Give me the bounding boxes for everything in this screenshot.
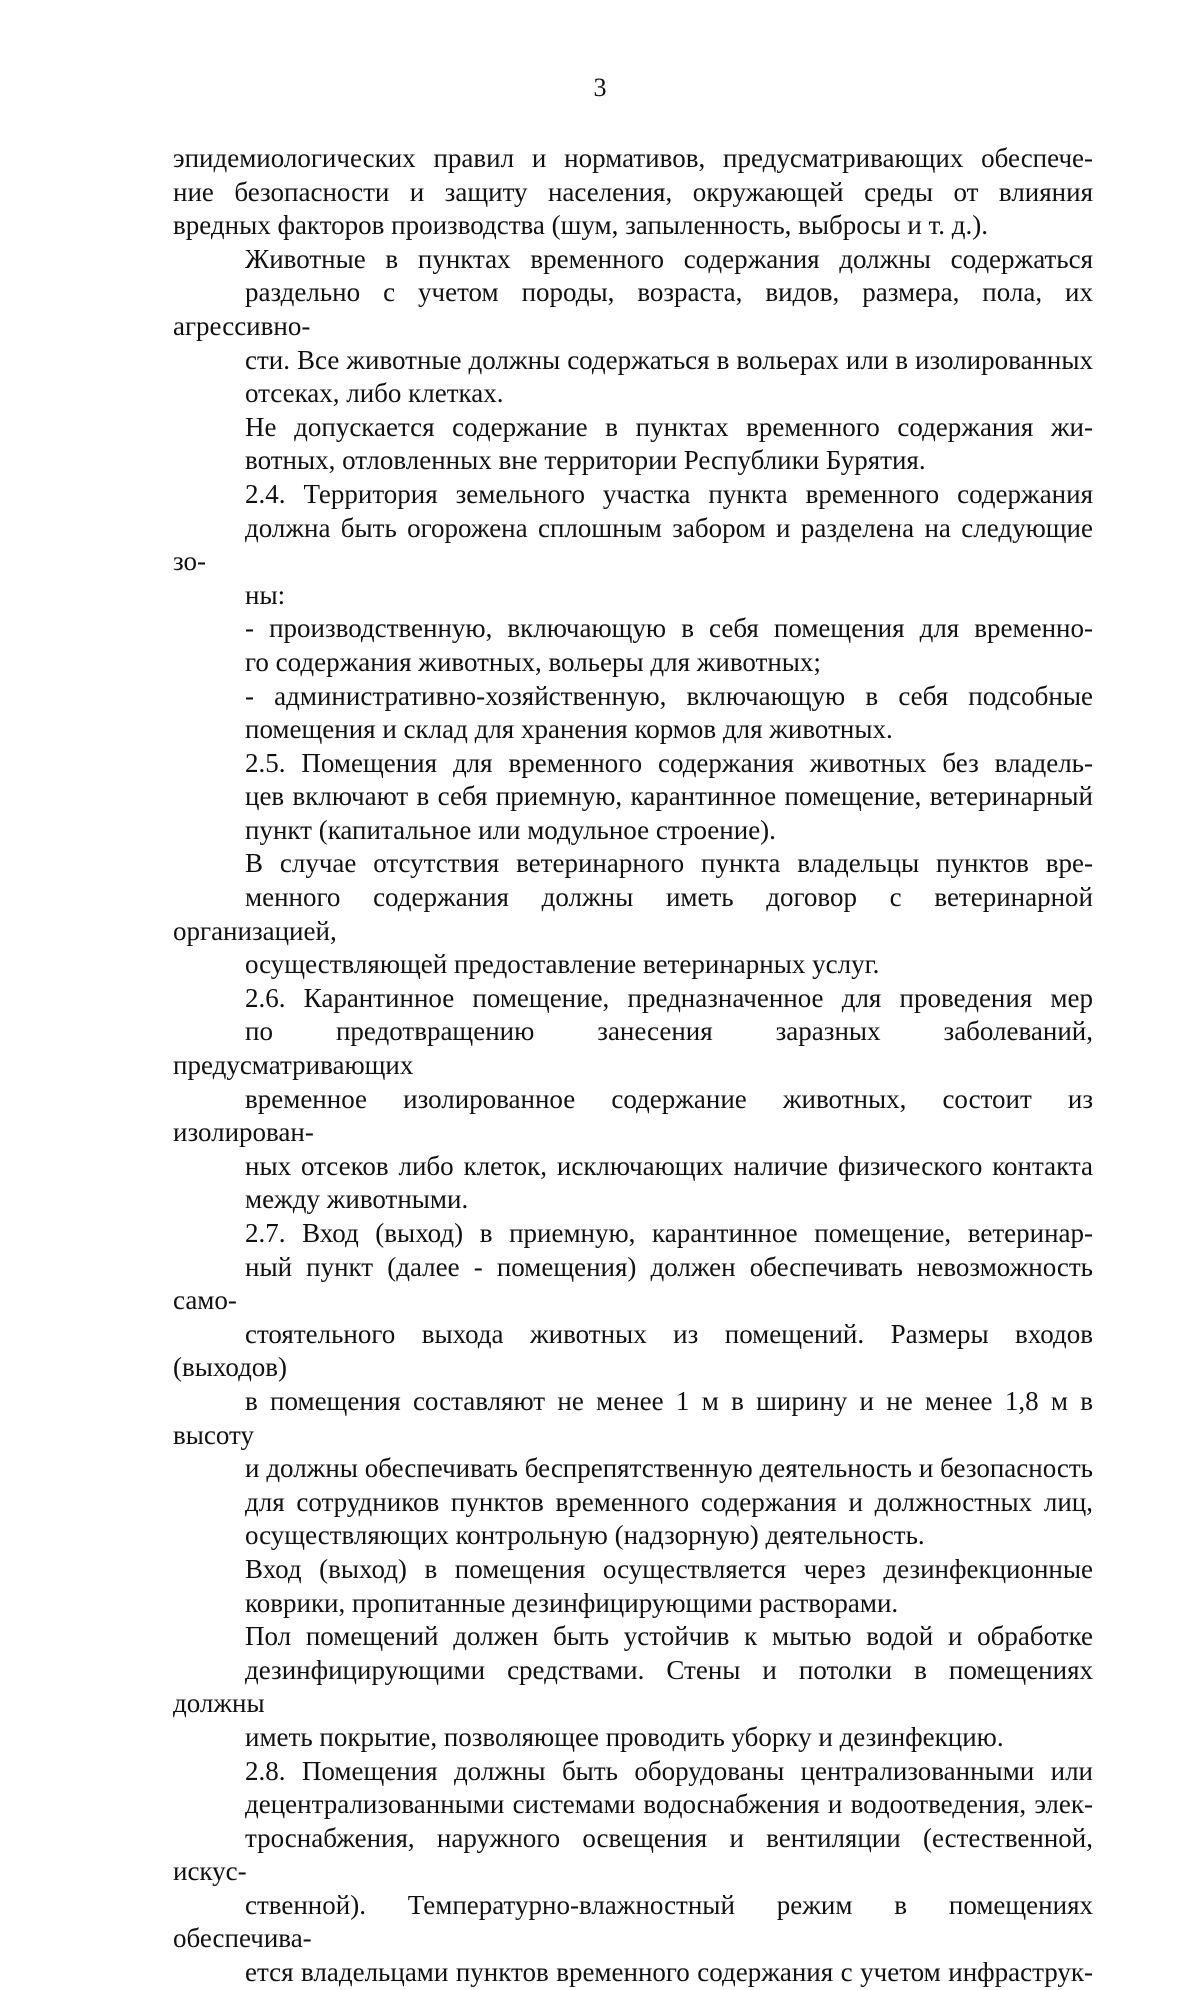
text-line: помещения и склад для хранения кормов для животных.	[245, 714, 893, 745]
text-line: для сотрудников пунктов временного содержания и должностных лиц,	[245, 1486, 1093, 1517]
text-line: между животными.	[245, 1184, 469, 1215]
text-line: иметь покрытие, позволяющее проводить уборку и дезинфекцию.	[245, 1721, 1004, 1752]
text-line: должна быть огорожена сплошным забором и разделена на следующие зо-	[173, 512, 1093, 577]
text-line: ных отсеков либо клеток, исключающих наличие физического контакта	[245, 1150, 1093, 1181]
text-line: вредных факторов производства (шум, запыленность, выбросы и т. д.).	[173, 210, 989, 241]
text-line: В случае отсутствия ветеринарного пункта владельцы пунктов вре-	[245, 848, 1093, 879]
text-line: - административно-хозяйственную, включающую в себя подсобные	[245, 680, 1093, 711]
text-line: раздельно с учетом породы, возраста, видов, размера, пола, их агрессивно-	[173, 277, 1093, 341]
text-line: вотных, отловленных вне территории Республики Бурятия.	[245, 445, 926, 476]
paragraph	[173, 612, 1093, 679]
paragraph	[173, 1217, 1093, 1553]
text-line: 2.5. Помещения для временного содержания животных без владель-	[245, 747, 1093, 778]
text-line: децентрализованными системами водоснабжения и водоотведения, элек-	[245, 1789, 1093, 1820]
paragraph	[173, 243, 1093, 411]
paragraph	[173, 1620, 1093, 1754]
text-line: Вход (выход) в помещения осуществляется через дезинфекционные	[245, 1553, 1093, 1584]
text-line: Пол помещений должен быть устойчив к мытью водой и обработке	[245, 1621, 1093, 1652]
text-line: Животные в пунктах временного содержания должны содержаться	[245, 243, 1093, 274]
text-line: ный пункт (далее - помещения) должен обеспечивать невозможность само-	[173, 1251, 1093, 1316]
paragraph	[173, 847, 1093, 981]
text-line: менного содержания должны иметь договор с ветеринарной организацией,	[173, 882, 1093, 946]
text-line: по предотвращению занесения заразных заболеваний, предусматривающих	[173, 1016, 1093, 1081]
paragraph	[173, 982, 1093, 1217]
paragraph	[173, 1755, 1093, 1990]
text-line: ется владельцами пунктов временного содержания с учетом инфраструк-	[245, 1957, 1093, 1988]
paragraph	[173, 747, 1093, 848]
document-body	[173, 142, 1093, 1990]
page-number: 3	[593, 73, 607, 102]
text-line: коврики, пропитанные дезинфицирующими растворами.	[245, 1587, 899, 1618]
text-line: и должны обеспечивать беспрепятственную деятельность и безопасность	[245, 1453, 1093, 1484]
text-line: в помещения составляют не менее 1 м в ширину и не менее 1,8 м в высоту	[173, 1385, 1093, 1450]
text-line: отсеках, либо клетках.	[245, 378, 504, 409]
text-line: 2.4. Территория земельного участка пункта временного содержания	[245, 478, 1093, 509]
paragraph	[173, 411, 1093, 478]
text-line: го содержания животных, вольеры для животных;	[245, 646, 821, 677]
paragraph	[173, 478, 1093, 612]
text-line: осуществляющей предоставление ветеринарных услуг.	[245, 949, 880, 980]
text-line: ственной). Температурно-влажностный режим в помещениях обеспечива-	[173, 1889, 1093, 1954]
text-line: 2.8. Помещения должны быть оборудованы централизованными или	[245, 1755, 1093, 1786]
text-line: стоятельного выхода животных из помещений. Размеры входов (выходов)	[173, 1318, 1093, 1383]
text-line: 2.7. Вход (выход) в приемную, карантинное помещение, ветеринар-	[245, 1218, 1093, 1248]
text-line: пункт (капитальное или модульное строение).	[245, 814, 776, 845]
text-line: 2.6. Карантинное помещение, предназначенное для проведения мер	[245, 982, 1093, 1013]
text-line: ние безопасности и защиту населения, окружающей среды от влияния	[173, 176, 1093, 207]
text-line: ны:	[245, 579, 286, 610]
text-line: временное изолированное содержание животных, состоит из изолирован-	[173, 1083, 1093, 1148]
text-line: троснабжения, наружного освещения и вентиляции (естественной, искус-	[173, 1822, 1093, 1887]
text-line: Не допускается содержание в пунктах временного содержания жи-	[245, 411, 1093, 442]
text-line: дезинфицирующими средствами. Стены и потолки в помещениях должны	[173, 1654, 1093, 1719]
text-line: сти. Все животные должны содержаться в вольерах или в изолированных	[245, 344, 1093, 375]
text-line: - производственную, включающую в себя помещения для временно-	[245, 613, 1093, 644]
paragraph	[173, 142, 1093, 243]
text-line: осуществляющих контрольную (надзорную) деятельность.	[245, 1520, 925, 1551]
paragraph	[173, 1553, 1093, 1620]
text-line: цев включают в себя приемную, карантинное помещение, ветеринарный	[245, 781, 1093, 812]
text-line: эпидемиологических правил и нормативов, предусматривающих обеспече-	[173, 143, 1093, 173]
paragraph	[173, 680, 1093, 747]
